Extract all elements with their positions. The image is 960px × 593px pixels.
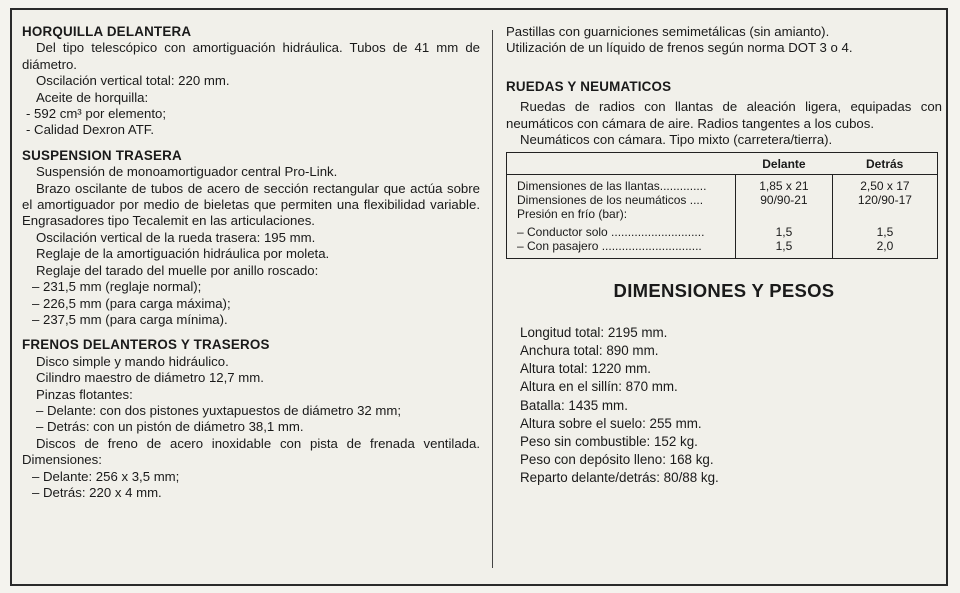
ruedas-line: Ruedas de radios con llantas de aleación ligera, equipadas con neumáticos con cámara de aire. Radios tangentes a los cubos.	[506, 99, 942, 131]
frenos-line: – Delante: con dos pistones yuxtapuestos de diámetro 32 mm;	[36, 402, 402, 418]
section-suspension	[22, 148, 480, 328]
table-cell-label: – Con pasajero ..............................	[517, 239, 702, 254]
spec-page	[10, 8, 948, 586]
table-cell-value: 120/90-17	[832, 193, 937, 207]
left-column	[22, 24, 480, 510]
frenos-line: Discos de freno de acero inoxidable con pista de frenada ventilada. Dimensiones:	[22, 435, 480, 468]
suspension-line: Brazo oscilante de tubos de acero de sección rectangular que actúa sobre el amortiguador por medio de bieletas que permiten una flexibilidad variable. Engrasadores tipo Tecalemit en las articulaciones.	[22, 180, 480, 229]
horquilla-oscilacion: Oscilación vertical total: 220 mm.	[36, 73, 230, 89]
pastillas-line: Pastillas con guarniciones semimetálicas (sin amianto).	[506, 24, 830, 39]
table-row	[507, 207, 938, 221]
list-item: Anchura total: 890 mm.	[520, 343, 659, 359]
table-header-delante: Delante	[736, 153, 833, 175]
table-row	[507, 175, 938, 194]
table-header-detras: Detrás	[832, 153, 937, 175]
suspension-line: Oscilación vertical de la rueda trasera: 195 mm.	[36, 229, 316, 245]
heading-horquilla: HORQUILLA DELANTERA	[22, 24, 192, 39]
table-header-row	[507, 153, 938, 175]
column-divider	[492, 30, 493, 568]
heading-frenos: FRENOS DELANTEROS Y TRASEROS	[22, 337, 270, 353]
list-item: Altura total: 1220 mm.	[520, 361, 651, 377]
heading-dimensiones: DIMENSIONES Y PESOS	[613, 280, 835, 302]
table-cell-value	[736, 207, 833, 221]
heading-ruedas: RUEDAS Y NEUMATICOS	[506, 78, 672, 94]
list-item: Reparto delante/detrás: 80/88 kg.	[520, 470, 719, 486]
suspension-item: – 231,5 mm (reglaje normal);	[32, 279, 202, 295]
frenos-line: Cilindro maestro de diámetro 12,7 mm.	[36, 370, 264, 386]
right-column	[506, 24, 942, 488]
table-cell-value: 1,5	[736, 239, 833, 259]
section-frenos	[22, 337, 480, 501]
ruedas-line: Neumáticos con cámara. Tipo mixto (carretera/tierra).	[520, 132, 833, 148]
section-ruedas	[506, 79, 942, 260]
table-cell-label: Dimensiones de los neumáticos ....	[517, 193, 704, 208]
table-cell-label: – Conductor solo ............................	[517, 225, 705, 240]
liquido-line: Utilización de un líquido de frenos según norma DOT 3 o 4.	[506, 40, 853, 56]
list-item: Longitud total: 2195 mm.	[520, 324, 668, 340]
frenos-item: – Detrás: 220 x 4 mm.	[32, 484, 162, 500]
table-row	[507, 193, 938, 207]
table-cell-value: 2,0	[832, 239, 937, 259]
horquilla-aceite: Aceite de horquilla:	[36, 89, 149, 105]
section-frenos-cont	[506, 24, 942, 57]
section-horquilla	[22, 24, 480, 139]
frenos-item: – Delante: 256 x 3,5 mm;	[32, 468, 180, 484]
heading-suspension: SUSPENSION TRASERA	[22, 147, 182, 163]
table-cell-value: 1,85 x 21	[736, 175, 833, 194]
suspension-item: – 226,5 mm (para carga máxima);	[32, 295, 231, 311]
table-cell-value: 1,5	[832, 221, 937, 239]
table-cell-label: Presión en frío (bar):	[517, 207, 628, 222]
suspension-line: Reglaje del tarado del muelle por anillo roscado:	[36, 262, 319, 278]
horquilla-intro: Del tipo telescópico con amortiguación hidráulica. Tubos de 41 mm de diámetro.	[22, 40, 480, 72]
table-cell-value: 2,50 x 17	[832, 175, 937, 194]
frenos-line: Pinzas flotantes:	[36, 386, 133, 402]
suspension-line: Suspensión de monoamortiguador central Pro-Link.	[36, 164, 338, 180]
frenos-line: Disco simple y mando hidráulico.	[36, 353, 229, 369]
table-cell-label: Dimensiones de las llantas..............	[517, 179, 707, 194]
frenos-line: – Detrás: con un pistón de diámetro 38,1 mm.	[36, 419, 304, 435]
suspension-item: – 237,5 mm (para carga mínima).	[32, 311, 228, 327]
wheels-table	[506, 152, 938, 259]
list-item: Batalla: 1435 mm.	[520, 397, 628, 413]
dimensiones-list	[506, 324, 942, 488]
table-cell-value	[832, 207, 937, 221]
table-header-blank	[507, 153, 736, 175]
table-row	[507, 239, 938, 259]
suspension-line: Reglaje de la amortiguación hidráulica por moleta.	[36, 246, 330, 262]
list-item: Peso sin combustible: 152 kg.	[520, 434, 698, 450]
horquilla-item: - 592 cm³ por elemento;	[26, 106, 166, 122]
section-dimensiones	[506, 280, 942, 487]
table-row	[507, 221, 938, 239]
list-item: Peso con depósito lleno: 168 kg.	[520, 452, 714, 468]
list-item: Altura sobre el suelo: 255 mm.	[520, 415, 702, 431]
horquilla-item: - Calidad Dexron ATF.	[26, 122, 155, 138]
table-cell-value: 1,5	[736, 221, 833, 239]
list-item: Altura en el sillín: 870 mm.	[520, 379, 678, 395]
table-cell-value: 90/90-21	[736, 193, 833, 207]
